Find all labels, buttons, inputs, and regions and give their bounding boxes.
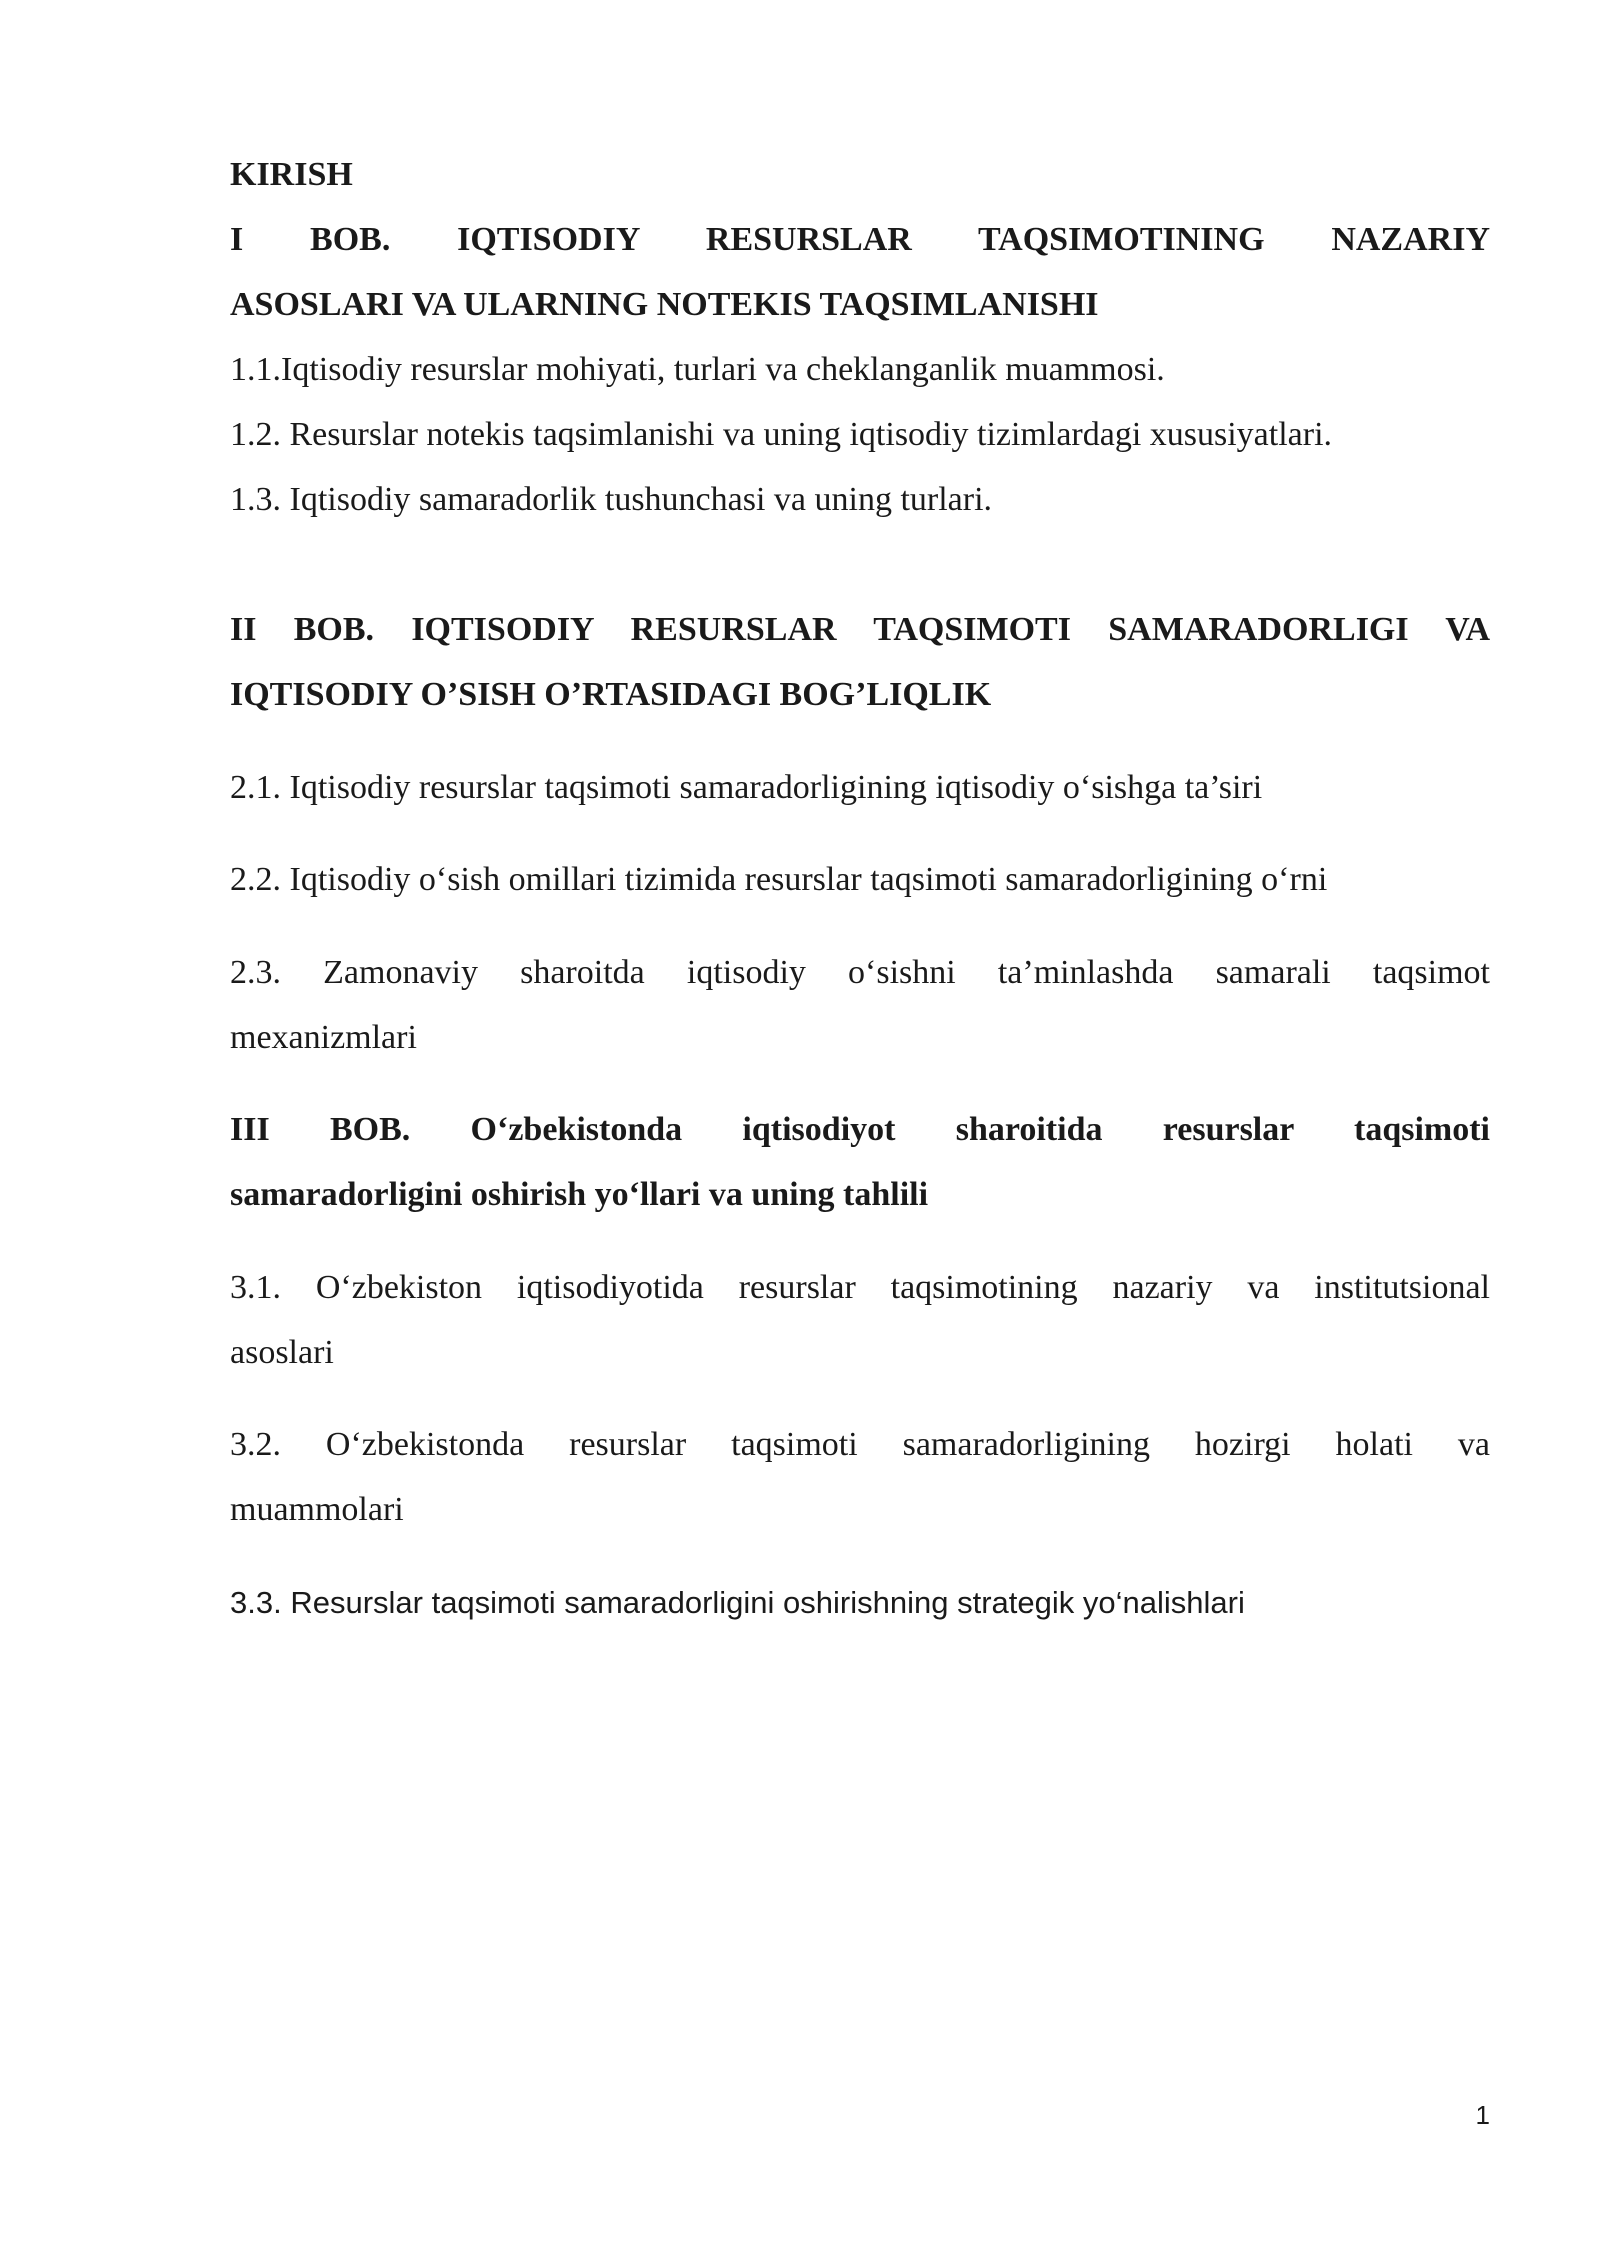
section-2-2: 2.2. Iqtisodiy o‘sish omillari tizimida resurslar taqsimoti samaradorligining o‘rni bbox=[230, 861, 1328, 898]
section-2-1: 2.1. Iqtisodiy resurslar taqsimoti samaradorligining iqtisodiy o‘sishga ta’siri bbox=[230, 769, 1263, 806]
intro-heading: KIRISH bbox=[230, 156, 353, 193]
section-3-1-line-2: asoslari bbox=[230, 1334, 334, 1371]
section-1-3: 1.3. Iqtisodiy samaradorlik tushunchasi va uning turlari. bbox=[230, 481, 993, 518]
chapter-1-title-line-2: ASOSLARI VA ULARNING NOTEKIS TAQSIMLANISHI bbox=[230, 286, 1099, 323]
page-number: 1 bbox=[1475, 2100, 1490, 2130]
section-3-2-line-1: 3.2. O‘zbekistonda resurslar taqsimoti samaradorligining hozirgi holati va bbox=[230, 1426, 1490, 1463]
section-1-2: 1.2. Resurslar notekis taqsimlanishi va uning iqtisodiy tizimlardagi xususiyatlari. bbox=[230, 416, 1333, 453]
section-3-3: 3.3. Resurslar taqsimoti samaradorligini oshirishning strategik yo‘nalishlari bbox=[230, 1585, 1245, 1620]
section-3-1-line-1: 3.1. O‘zbekiston iqtisodiyotida resurslar taqsimotining nazariy va institutsional bbox=[230, 1269, 1490, 1306]
section-3-2-line-2: muammolari bbox=[230, 1491, 404, 1528]
chapter-3-title-line-1: III BOB. O‘zbekistonda iqtisodiyot sharoitida resurslar taqsimoti bbox=[230, 1111, 1490, 1148]
chapter-1-title-line-1: I BOB. IQTISODIY RESURSLAR TAQSIMOTINING NAZARIY bbox=[230, 221, 1490, 258]
chapter-2-title-line-2: IQTISODIY O’SISH O’RTASIDAGI BOG’LIQLIK bbox=[230, 676, 992, 713]
chapter-2-title-line-1: II BOB. IQTISODIY RESURSLAR TAQSIMOTI SAMARADORLIGI VA bbox=[230, 611, 1490, 648]
section-2-3-line-1: 2.3. Zamonaviy sharoitda iqtisodiy o‘sishni ta’minlashda samarali taqsimot bbox=[230, 954, 1490, 991]
chapter-3-title-line-2: samaradorligini oshirish yo‘llari va uning tahlili bbox=[230, 1176, 929, 1213]
section-2-3-line-2: mexanizmlari bbox=[230, 1019, 417, 1056]
section-1-1: 1.1.Iqtisodiy resurslar mohiyati, turlari va cheklanganlik muammosi. bbox=[230, 351, 1165, 388]
